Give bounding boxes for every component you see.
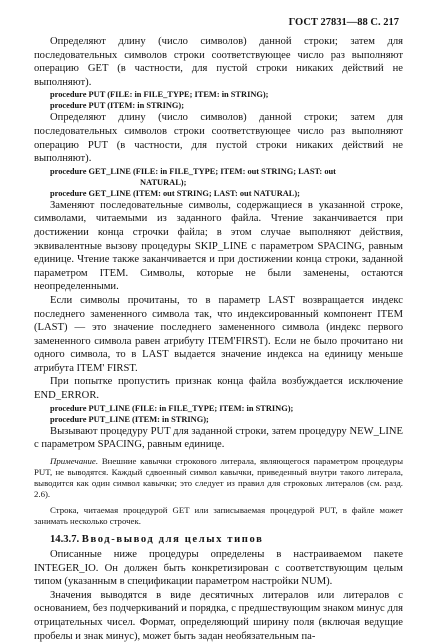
paragraph: При попытке пропустить признак конца файла возбуждается исключение END_ERROR. bbox=[34, 376, 403, 402]
section-heading bbox=[50, 533, 403, 547]
note: Строка, читаемая процедурой GET или записываемая процедурой PUT, в файле может занимать несколько строчек. bbox=[34, 504, 403, 526]
section-number: 14.3.7. bbox=[50, 534, 80, 546]
section-title: Ввод-вывод для целых типов bbox=[81, 534, 264, 546]
paragraph: Вызывают процедуру PUT для заданной строки, затем процедуру NEW_LINE с параметром SPACING, равным единице. bbox=[34, 425, 403, 451]
page-header: ГОСТ 27831—88 С. 217 bbox=[288, 17, 399, 28]
paragraph: Заменяют последовательные символы, содержащиеся в указанной строке, символами, читаемыми из заданного файла. Чтение заканчивается при достижении конца строчки файла; в этом случае выполняют действия, эквивалентные вызову процедуры SKIP_LINE с параметром SPACING, равным единице. Чтение также заканчивается и при достижении конца строки, заданной параметром ITEM. Символы, которые не были заменены, остаются неопределенными. bbox=[34, 199, 403, 293]
code-line: procedure PUT (FILE: in FILE_TYPE; ITEM: in STRING); bbox=[50, 90, 269, 100]
code-line: procedure PUT (ITEM: in STRING); bbox=[50, 101, 185, 111]
paragraph: Если символы прочитаны, то в параметр LAST возвращается индекс последнего замененного символа так, что индексированный компонент ITEM (LAST) — это значение последнего замененного символа (индекс первого замененного символа равен атрибуту ITEM'FIRST). Если не было прочитано ни одного символа, то в LAST выдается значение индекса на единицу меньше атрибута ITEM' FIRST. bbox=[34, 294, 403, 374]
code-line-continuation: NATURAL); bbox=[140, 177, 187, 187]
note-text: Внешние кавычки строкового литерала, являющегося параметром процедуры PUT, не выводятся. Каждый сдвоенный символ кавычки, приведенный внутри такого литерала, выводится как один символ кавычки; это следует из правил для строковых литералов (см. разд. 2.6). bbox=[34, 455, 403, 500]
code-line: procedure GET_LINE (FILE: in FILE_TYPE; ITEM: out STRING; LAST: out bbox=[50, 166, 336, 176]
paragraph: Значения выводятся в виде десятичных литералов или литералов с основанием, без подчеркиваний и порядка, с предшествующим знаком минус для отрицательных чисел. Формат, определяющий ширину поля (включая ведущие пробелы и знак минус), может быть задан необязательным па- bbox=[34, 589, 403, 642]
code-line: procedure GET_LINE (ITEM: out STRING; LAST: out NATURAL); bbox=[50, 188, 300, 198]
paragraph: Описанные ниже процедуры определены в настраиваемом пакете INTEGER_IO. Он должен быть конкретизирован с соответствующим целым типом (указанным в спецификации параметром настройки NUM). bbox=[34, 549, 403, 588]
code-line: procedure PUT_LINE (ITEM: in STRING); bbox=[50, 414, 209, 424]
note-label: Примечание. bbox=[50, 455, 99, 466]
code-line: procedure PUT_LINE (FILE: in FILE_TYPE; ITEM: in STRING); bbox=[50, 403, 294, 413]
note bbox=[34, 456, 403, 501]
paragraph: Определяют длину (число символов) данной строки; затем для последовательных символов строки соответствующее число раз выполняют операцию PUT (в частности, для пустой строки никаких действий не выполняют). bbox=[34, 112, 403, 165]
paragraph: Определяют длину (число символов) данной строки; затем для последовательных символов строки соответствующее число раз выполняют операцию GET (в частности, для пустой строки никаких действий не выполняют). bbox=[34, 36, 403, 88]
